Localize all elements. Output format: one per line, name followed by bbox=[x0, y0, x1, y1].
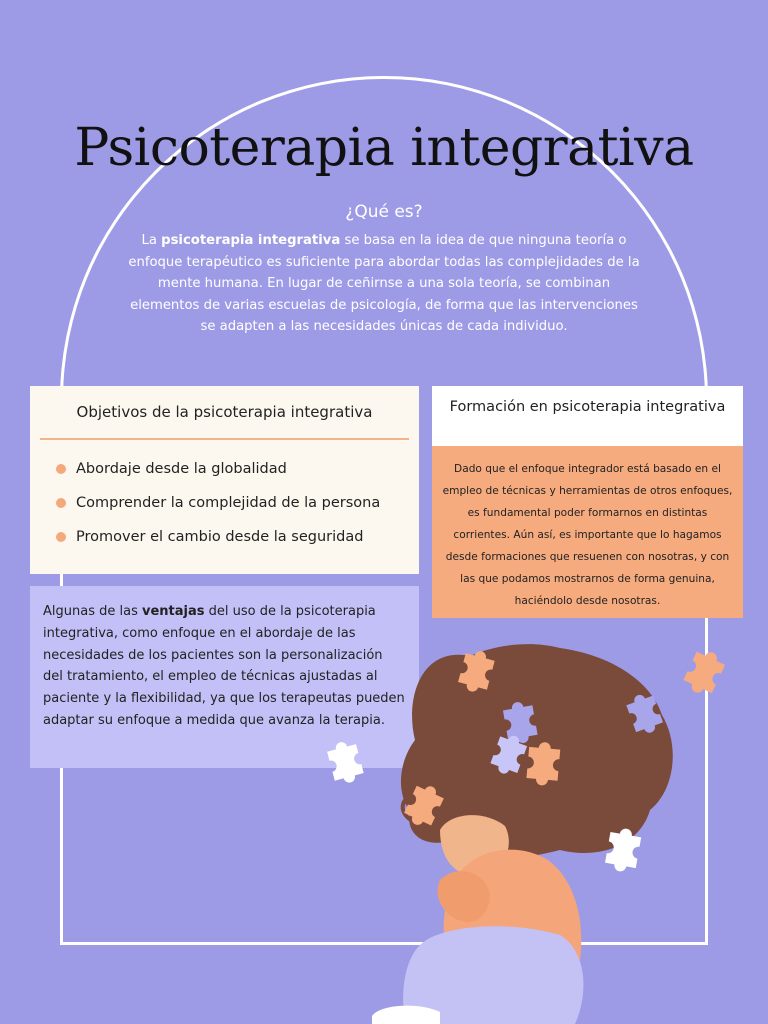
advantages-prefix: Algunas de las bbox=[43, 604, 142, 619]
objectives-heading: Objetivos de la psicoterapia integrativa bbox=[76, 403, 373, 421]
objective-text: Promover el cambio desde la seguridad bbox=[76, 529, 364, 545]
training-heading: Formación en psicoterapia integrativa bbox=[432, 386, 743, 446]
intro-rest: se basa en la idea de que ninguna teoría o enfoque terapéutico es suficiente para abordar todas las complejidades de la mente humana. En lugar de ceñirnse a una sola teoría, se combinan elementos de varias escuelas de psicología, de forma que las intervenciones se adapten a las necesidades únicas de cada individuo. bbox=[128, 233, 640, 334]
page-title: Psicoterapia integrativa bbox=[74, 118, 694, 178]
advantages-rest: del uso de la psicoterapia integrativa, como enfoque en el abordaje de las necesidades de los pacientes son la personalización del tratamiento, el empleo de técnicas ajustadas al paciente y la flexibilidad, ya que los terapeutas pueden adaptar su enfoque a medida que avanza la terapia. bbox=[43, 604, 405, 728]
training-body: Dado que el enfoque integrador está basado en el empleo de técnicas y herramientas de otros enfoques, es fundamental poder formarnos en distintas corrientes. Aún así, es importante que lo hagamos desde formaciones que resuenen con nosotras, y con las que podamos mostrarnos de forma genuina, haciéndolo desde nosotras. bbox=[432, 446, 743, 618]
shoe bbox=[372, 1006, 440, 1024]
puzzle-piece-icon bbox=[681, 646, 728, 698]
section-subtitle: ¿Qué es? bbox=[345, 202, 423, 222]
objective-text: Abordaje desde la globalidad bbox=[76, 461, 287, 477]
advantages-bold: ventajas bbox=[141, 604, 205, 619]
objective-text: Comprender la complejidad de la persona bbox=[76, 495, 381, 511]
intro-prefix: La bbox=[141, 233, 162, 248]
intro-bold: psicoterapia integrativa bbox=[161, 233, 341, 248]
puzzle-piece-icon bbox=[326, 739, 366, 787]
